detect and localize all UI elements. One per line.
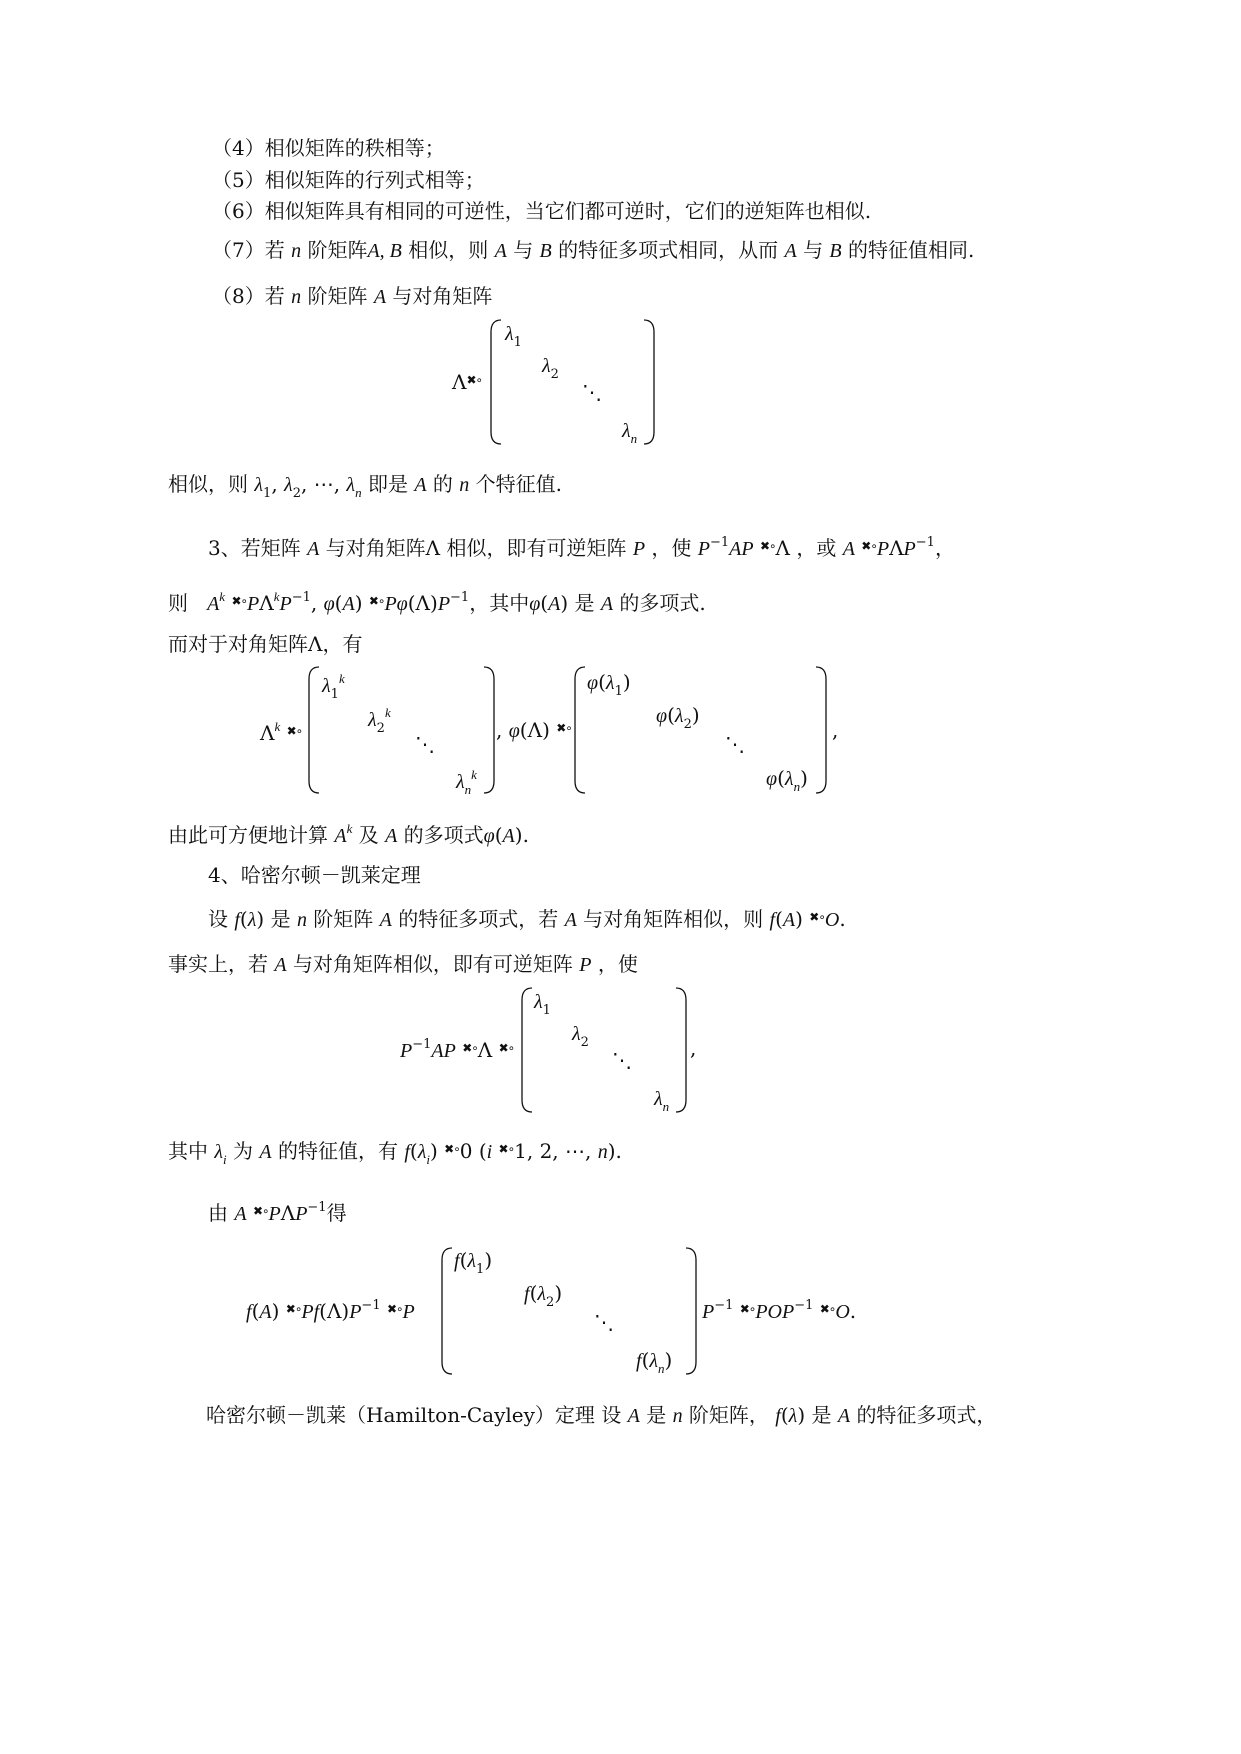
item-5: （5）相似矩阵的行列式相等； bbox=[212, 168, 485, 192]
section-3-line-4: 由此可方便地计算 $A^k$ 及 A 的多项式φ(A). bbox=[168, 821, 529, 847]
section-3-line-1: 3、若矩阵 A 与对角矩阵Λ 相似，即有可逆矩阵 P ，使 $P^{-1}AP$ ✖∘Λ ，或 A $^{✖\circ}P\Lambda P^{-1}$， bbox=[208, 535, 955, 560]
section-3-line-3: 而对于对角矩阵Λ，有 bbox=[168, 632, 363, 656]
matrix-entry: $\lambda_2$ bbox=[542, 355, 559, 382]
ddots: ⋱ bbox=[415, 732, 435, 756]
item-4: （4）相似矩阵的秩相等； bbox=[212, 136, 445, 160]
matrix-entry: $\lambda_1$ bbox=[534, 991, 551, 1018]
phi-lambda-symbol: , φ(Λ) ✖∘ bbox=[496, 718, 572, 742]
right-bracket bbox=[684, 1246, 698, 1376]
item-8: （8）若 n 阶矩阵 A 与对角矩阵 bbox=[212, 284, 493, 308]
comma: , bbox=[832, 718, 839, 742]
f-of-a-rhs: $P^{-1}$ $^{✖\circ}POP^{-1}$ ✖∘O. bbox=[702, 1298, 857, 1323]
from-statement: 由 A $^{✖\circ}P\Lambda P^{-1}$得 bbox=[208, 1200, 347, 1225]
matrix-entry: $\lambda_1$ bbox=[505, 323, 522, 350]
left-bracket bbox=[489, 318, 503, 446]
lambda-power-symbol: $\Lambda^k$ ✖∘ bbox=[260, 719, 303, 745]
left-bracket bbox=[307, 665, 321, 795]
eigenvalues-statement: 相似，则 $\lambda_1$, $\lambda_2$, ⋯, $\lambda_n$ 即是 A 的 n 个特征值. bbox=[168, 472, 562, 501]
matrix-entry: $\varphi(\lambda_n)$ bbox=[766, 766, 808, 794]
lambda-symbol: Λ✖∘ bbox=[452, 370, 483, 394]
section-3-line-2: 则 $A^k$ $^{✖\circ}P\Lambda^kP^{-1}$, φ(A) $^{✖\circ}P\varphi(\Lambda)P^{-1}$，其中φ(A) 是 A 的多项式. bbox=[168, 589, 706, 615]
similarity-lhs: $P^{-1}AP$ ✖∘Λ ✖∘ bbox=[400, 1037, 515, 1062]
matrix-entry: $\lambda_n^k$ bbox=[456, 767, 477, 797]
matrix-entry: $\lambda_n$ bbox=[622, 420, 638, 446]
section-4-fact: 事实上，若 A 与对角矩阵相似，即有可逆矩阵 P ，使 bbox=[168, 952, 638, 976]
matrix-entry: $\varphi(\lambda_2)$ bbox=[656, 703, 700, 732]
section-4-heading: 4、哈密尔顿－凯莱定理 bbox=[208, 863, 421, 887]
ddots: ⋱ bbox=[582, 380, 602, 404]
item-6: （6）相似矩阵具有相同的可逆性，当它们都可逆时，它们的逆矩阵也相似. bbox=[212, 199, 872, 223]
comma: , bbox=[690, 1036, 697, 1060]
item-7: （7）若 n 阶矩阵A, B 相似，则 A 与 B 的特征多项式相同，从而 A 与 B 的特征值相同. bbox=[212, 238, 975, 262]
left-bracket bbox=[573, 665, 587, 795]
ddots: ⋱ bbox=[594, 1310, 614, 1334]
left-bracket bbox=[440, 1246, 454, 1376]
ddots: ⋱ bbox=[725, 732, 745, 756]
matrix-entry: $f(\lambda_1)$ bbox=[454, 1248, 493, 1277]
ddots: ⋱ bbox=[612, 1048, 632, 1072]
right-bracket bbox=[482, 665, 496, 795]
matrix-entry: $f(\lambda_n)$ bbox=[636, 1348, 673, 1376]
matrix-entry: $\lambda_n$ bbox=[654, 1088, 670, 1114]
matrix-entry: $\lambda_2^k$ bbox=[368, 705, 391, 736]
right-bracket bbox=[674, 986, 688, 1114]
f-of-a-lhs: f(A) $^{✖\circ}Pf(\Lambda)P^{-1}$ ✖∘P bbox=[246, 1298, 415, 1323]
eigenvalue-zero-statement: 其中 $\lambda_i$ 为 A 的特征值，有 $f(\lambda_i)$ ✖∘0 (i ✖∘1, 2, ⋯, n). bbox=[168, 1139, 622, 1167]
hamilton-cayley-theorem: 哈密尔顿－凯莱（Hamilton-Cayley）定理 设 A 是 n 阶矩阵， f(λ) 是 A 的特征多项式， bbox=[206, 1403, 997, 1427]
left-bracket bbox=[520, 986, 534, 1114]
matrix-entry: $f(\lambda_2)$ bbox=[524, 1281, 563, 1310]
right-bracket bbox=[814, 665, 828, 795]
matrix-entry: $\varphi(\lambda_1)$ bbox=[587, 670, 631, 699]
matrix-entry: $\lambda_1^k$ bbox=[322, 671, 345, 702]
right-bracket bbox=[642, 318, 656, 446]
section-4-statement: 设 f(λ) 是 n 阶矩阵 A 的特征多项式，若 A 与对角矩阵相似，则 f(A) ✖∘O. bbox=[208, 907, 846, 931]
matrix-entry: $\lambda_2$ bbox=[572, 1023, 589, 1050]
